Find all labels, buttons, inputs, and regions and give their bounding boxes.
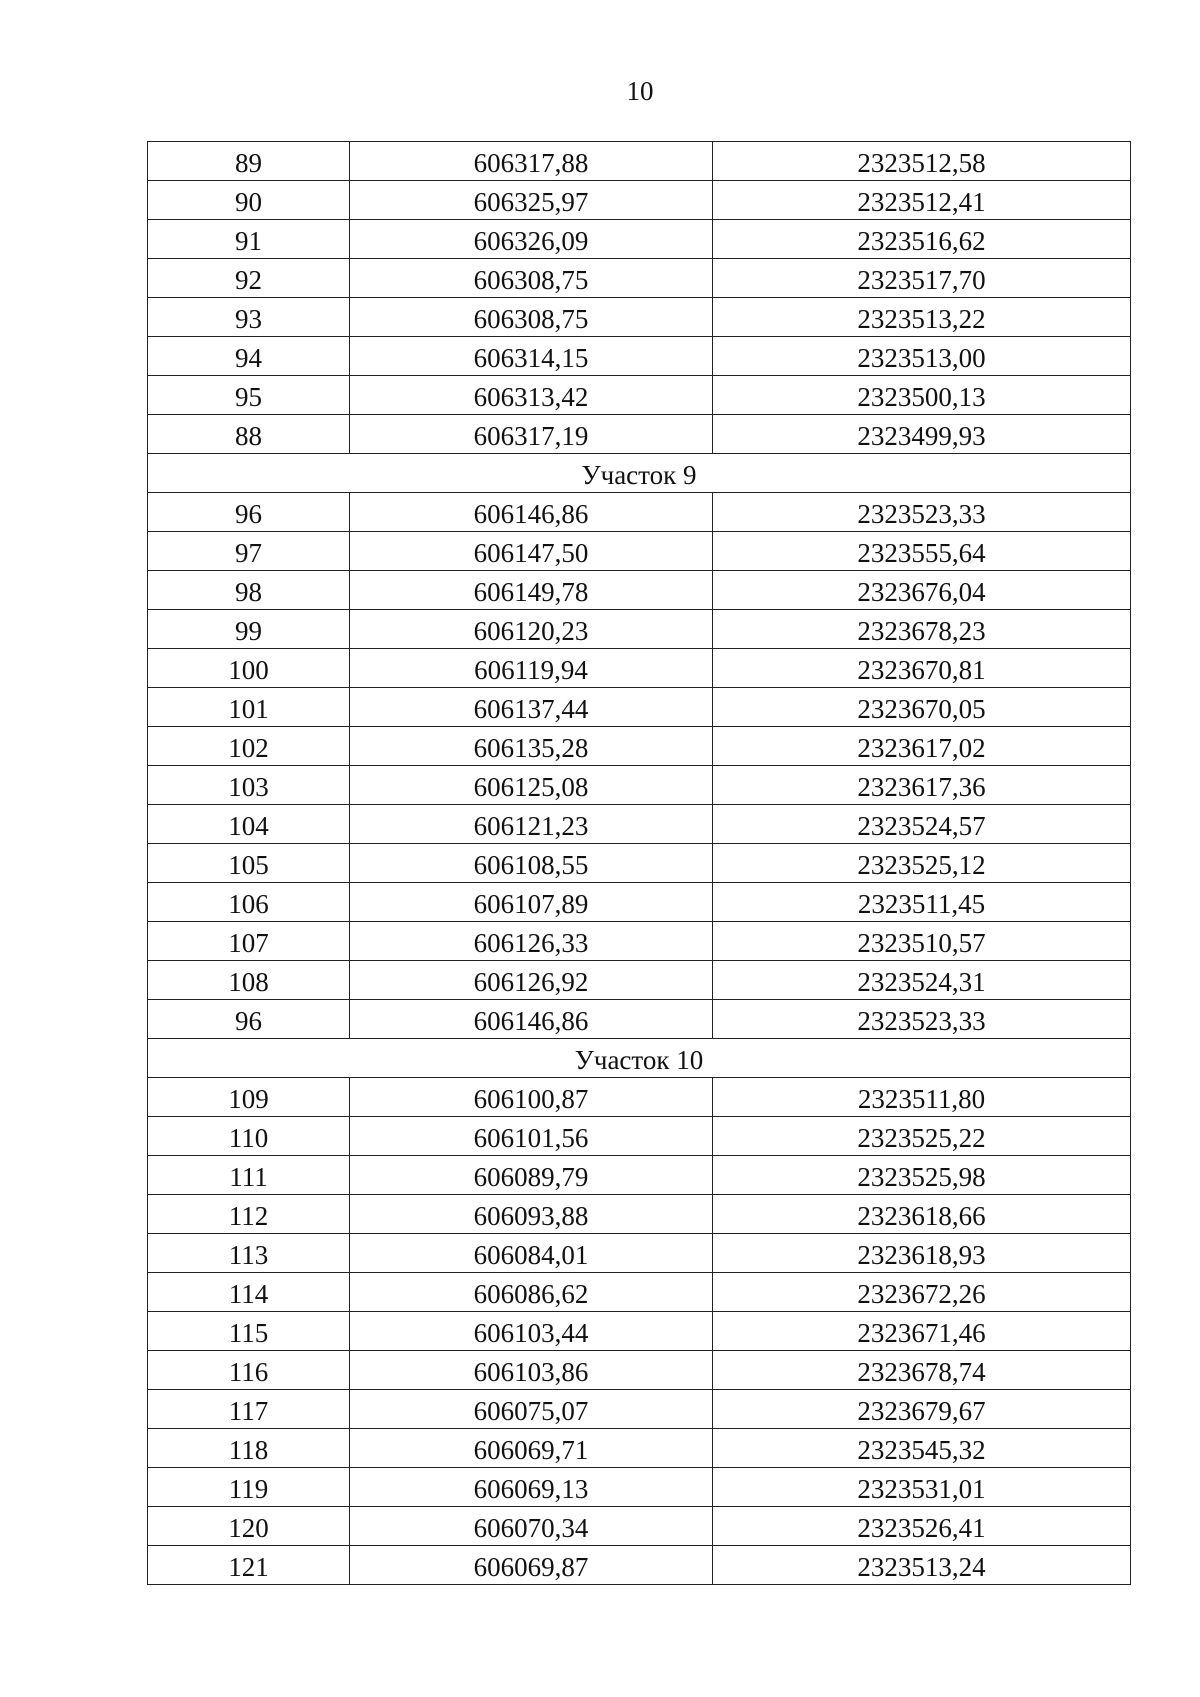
x-coordinate-cell: 606126,33 <box>350 922 713 961</box>
y-coordinate-cell: 2323517,70 <box>713 259 1131 298</box>
x-coordinate-cell: 606137,44 <box>350 688 713 727</box>
point-number-cell: 89 <box>148 142 350 181</box>
y-coordinate-cell: 2323525,12 <box>713 844 1131 883</box>
table-row <box>148 181 1131 220</box>
table-row <box>148 610 1131 649</box>
x-coordinate-cell: 606149,78 <box>350 571 713 610</box>
point-number-cell: 108 <box>148 961 350 1000</box>
table-row <box>148 1156 1131 1195</box>
x-coordinate-cell: 606308,75 <box>350 298 713 337</box>
point-number-cell: 95 <box>148 376 350 415</box>
y-coordinate-cell: 2323524,31 <box>713 961 1131 1000</box>
x-coordinate-cell: 606126,92 <box>350 961 713 1000</box>
x-coordinate-cell: 606069,87 <box>350 1546 713 1585</box>
y-coordinate-cell: 2323617,02 <box>713 727 1131 766</box>
y-coordinate-cell: 2323511,80 <box>713 1078 1131 1117</box>
table-row <box>148 1273 1131 1312</box>
x-coordinate-cell: 606089,79 <box>350 1156 713 1195</box>
table-row <box>148 298 1131 337</box>
table-row <box>148 727 1131 766</box>
point-number-cell: 113 <box>148 1234 350 1273</box>
table-row <box>148 1429 1131 1468</box>
y-coordinate-cell: 2323618,66 <box>713 1195 1131 1234</box>
table-row <box>148 415 1131 454</box>
table-row <box>148 1195 1131 1234</box>
x-coordinate-cell: 606070,34 <box>350 1507 713 1546</box>
x-coordinate-cell: 606317,88 <box>350 142 713 181</box>
y-coordinate-cell: 2323499,93 <box>713 415 1131 454</box>
coordinates-table-body <box>148 142 1131 1585</box>
table-row <box>148 376 1131 415</box>
x-coordinate-cell: 606308,75 <box>350 259 713 298</box>
y-coordinate-cell: 2323676,04 <box>713 571 1131 610</box>
x-coordinate-cell: 606119,94 <box>350 649 713 688</box>
point-number-cell: 116 <box>148 1351 350 1390</box>
y-coordinate-cell: 2323672,26 <box>713 1273 1131 1312</box>
point-number-cell: 100 <box>148 649 350 688</box>
point-number-cell: 112 <box>148 1195 350 1234</box>
y-coordinate-cell: 2323678,23 <box>713 610 1131 649</box>
x-coordinate-cell: 606069,13 <box>350 1468 713 1507</box>
point-number-cell: 118 <box>148 1429 350 1468</box>
table-row <box>148 1078 1131 1117</box>
table-row <box>148 1468 1131 1507</box>
x-coordinate-cell: 606103,86 <box>350 1351 713 1390</box>
point-number-cell: 97 <box>148 532 350 571</box>
point-number-cell: 119 <box>148 1468 350 1507</box>
table-row <box>148 1234 1131 1273</box>
x-coordinate-cell: 606084,01 <box>350 1234 713 1273</box>
y-coordinate-cell: 2323523,33 <box>713 493 1131 532</box>
point-number-cell: 117 <box>148 1390 350 1429</box>
point-number-cell: 107 <box>148 922 350 961</box>
table-row <box>148 220 1131 259</box>
point-number-cell: 121 <box>148 1546 350 1585</box>
table-row <box>148 1351 1131 1390</box>
section-row <box>148 454 1131 493</box>
y-coordinate-cell: 2323618,93 <box>713 1234 1131 1273</box>
table-row <box>148 766 1131 805</box>
x-coordinate-cell: 606108,55 <box>350 844 713 883</box>
table-row <box>148 1507 1131 1546</box>
point-number-cell: 105 <box>148 844 350 883</box>
x-coordinate-cell: 606135,28 <box>350 727 713 766</box>
table-row <box>148 142 1131 181</box>
table-row <box>148 961 1131 1000</box>
table-row <box>148 532 1131 571</box>
point-number-cell: 111 <box>148 1156 350 1195</box>
y-coordinate-cell: 2323516,62 <box>713 220 1131 259</box>
table-row <box>148 1546 1131 1585</box>
table-row <box>148 337 1131 376</box>
y-coordinate-cell: 2323524,57 <box>713 805 1131 844</box>
y-coordinate-cell: 2323513,00 <box>713 337 1131 376</box>
y-coordinate-cell: 2323617,36 <box>713 766 1131 805</box>
section-row <box>148 1039 1131 1078</box>
point-number-cell: 92 <box>148 259 350 298</box>
x-coordinate-cell: 606101,56 <box>350 1117 713 1156</box>
table-row <box>148 805 1131 844</box>
point-number-cell: 115 <box>148 1312 350 1351</box>
table-row <box>148 1390 1131 1429</box>
table-row <box>148 883 1131 922</box>
point-number-cell: 98 <box>148 571 350 610</box>
y-coordinate-cell: 2323670,05 <box>713 688 1131 727</box>
point-number-cell: 106 <box>148 883 350 922</box>
y-coordinate-cell: 2323526,41 <box>713 1507 1131 1546</box>
table-row <box>148 493 1131 532</box>
table-row <box>148 649 1131 688</box>
table-row <box>148 922 1131 961</box>
section-title: Участок 10 <box>148 1039 1131 1078</box>
point-number-cell: 103 <box>148 766 350 805</box>
point-number-cell: 110 <box>148 1117 350 1156</box>
y-coordinate-cell: 2323531,01 <box>713 1468 1131 1507</box>
y-coordinate-cell: 2323679,67 <box>713 1390 1131 1429</box>
point-number-cell: 88 <box>148 415 350 454</box>
x-coordinate-cell: 606146,86 <box>350 493 713 532</box>
x-coordinate-cell: 606120,23 <box>350 610 713 649</box>
coordinates-table <box>147 141 1131 1585</box>
y-coordinate-cell: 2323513,24 <box>713 1546 1131 1585</box>
y-coordinate-cell: 2323513,22 <box>713 298 1131 337</box>
point-number-cell: 99 <box>148 610 350 649</box>
y-coordinate-cell: 2323555,64 <box>713 532 1131 571</box>
x-coordinate-cell: 606147,50 <box>350 532 713 571</box>
x-coordinate-cell: 606313,42 <box>350 376 713 415</box>
table-row <box>148 1117 1131 1156</box>
x-coordinate-cell: 606107,89 <box>350 883 713 922</box>
point-number-cell: 120 <box>148 1507 350 1546</box>
y-coordinate-cell: 2323510,57 <box>713 922 1131 961</box>
table-row <box>148 688 1131 727</box>
table-row <box>148 844 1131 883</box>
point-number-cell: 93 <box>148 298 350 337</box>
x-coordinate-cell: 606086,62 <box>350 1273 713 1312</box>
x-coordinate-cell: 606093,88 <box>350 1195 713 1234</box>
x-coordinate-cell: 606103,44 <box>350 1312 713 1351</box>
y-coordinate-cell: 2323512,41 <box>713 181 1131 220</box>
x-coordinate-cell: 606146,86 <box>350 1000 713 1039</box>
y-coordinate-cell: 2323678,74 <box>713 1351 1131 1390</box>
point-number-cell: 101 <box>148 688 350 727</box>
x-coordinate-cell: 606326,09 <box>350 220 713 259</box>
point-number-cell: 90 <box>148 181 350 220</box>
table-row <box>148 259 1131 298</box>
point-number-cell: 96 <box>148 1000 350 1039</box>
y-coordinate-cell: 2323512,58 <box>713 142 1131 181</box>
y-coordinate-cell: 2323525,22 <box>713 1117 1131 1156</box>
y-coordinate-cell: 2323500,13 <box>713 376 1131 415</box>
x-coordinate-cell: 606317,19 <box>350 415 713 454</box>
x-coordinate-cell: 606121,23 <box>350 805 713 844</box>
section-title: Участок 9 <box>148 454 1131 493</box>
x-coordinate-cell: 606125,08 <box>350 766 713 805</box>
y-coordinate-cell: 2323671,46 <box>713 1312 1131 1351</box>
point-number-cell: 114 <box>148 1273 350 1312</box>
point-number-cell: 102 <box>148 727 350 766</box>
x-coordinate-cell: 606069,71 <box>350 1429 713 1468</box>
table-row <box>148 1000 1131 1039</box>
y-coordinate-cell: 2323511,45 <box>713 883 1131 922</box>
point-number-cell: 96 <box>148 493 350 532</box>
point-number-cell: 104 <box>148 805 350 844</box>
y-coordinate-cell: 2323525,98 <box>713 1156 1131 1195</box>
point-number-cell: 91 <box>148 220 350 259</box>
point-number-cell: 94 <box>148 337 350 376</box>
x-coordinate-cell: 606314,15 <box>350 337 713 376</box>
point-number-cell: 109 <box>148 1078 350 1117</box>
table-row <box>148 571 1131 610</box>
x-coordinate-cell: 606325,97 <box>350 181 713 220</box>
page-number: 10 <box>626 76 654 106</box>
y-coordinate-cell: 2323545,32 <box>713 1429 1131 1468</box>
y-coordinate-cell: 2323670,81 <box>713 649 1131 688</box>
x-coordinate-cell: 606075,07 <box>350 1390 713 1429</box>
x-coordinate-cell: 606100,87 <box>350 1078 713 1117</box>
table-row <box>148 1312 1131 1351</box>
y-coordinate-cell: 2323523,33 <box>713 1000 1131 1039</box>
